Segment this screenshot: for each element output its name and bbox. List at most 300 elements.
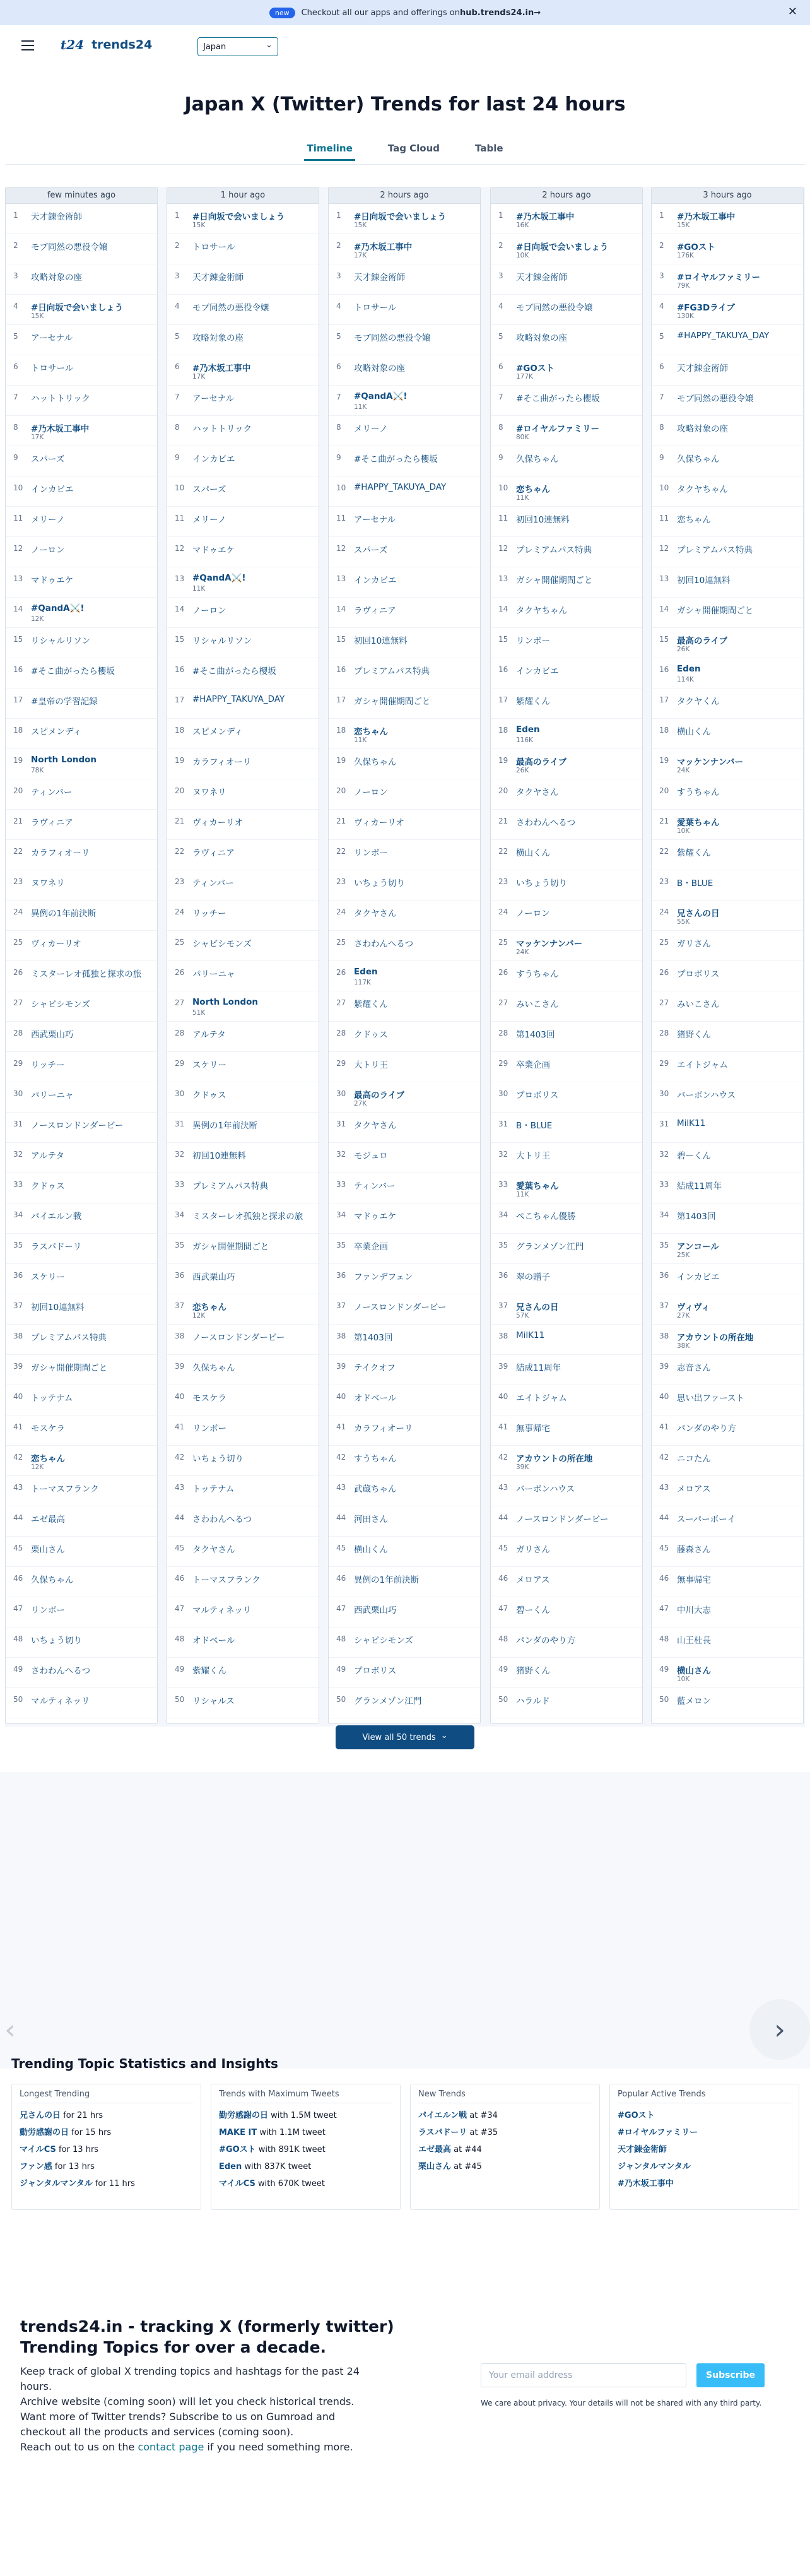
trend-link[interactable]: ラスパドーリ: [31, 1242, 82, 1252]
trend-link[interactable]: 天才錬金術師: [516, 273, 567, 283]
trend-link[interactable]: 藍メロン: [677, 1696, 711, 1706]
trend-link[interactable]: 第1403回: [677, 1212, 716, 1222]
trend-link[interactable]: アルテタ: [192, 1030, 226, 1040]
trend-link[interactable]: #ロイヤルファミリー: [516, 424, 600, 434]
trend-link[interactable]: いちょう切り: [192, 1454, 244, 1464]
trend-rank: 49: [175, 1665, 185, 1674]
view-all-button[interactable]: [336, 1725, 474, 1749]
tab-tag-cloud[interactable]: Tag Cloud: [387, 143, 440, 154]
trend-link[interactable]: リンボー: [31, 1605, 65, 1616]
trend-link[interactable]: プロボリス: [516, 1090, 559, 1101]
trend-link[interactable]: 恋ちゃん: [516, 485, 550, 495]
trend-link[interactable]: 西武栗山巧: [192, 1272, 235, 1282]
trend-link[interactable]: #そこ曲がったら櫻坂: [516, 394, 600, 404]
trend-link[interactable]: カラフィオーリ: [192, 757, 252, 767]
trend-link[interactable]: さわわんへるつ: [516, 818, 576, 828]
trend-link[interactable]: パイエルン戦: [418, 2111, 467, 2120]
trend-link[interactable]: アーセナル: [354, 515, 396, 525]
trend-link[interactable]: 横山くん: [677, 727, 711, 737]
trend-link[interactable]: テイクオフ: [354, 1363, 396, 1373]
trend-link[interactable]: モスケラ: [192, 1393, 226, 1403]
trend-link[interactable]: クドゥス: [354, 1030, 388, 1040]
trend-link[interactable]: オドベール: [192, 1636, 235, 1646]
trend-link[interactable]: #乃木坂工事中: [192, 363, 251, 374]
trend-row: [652, 1567, 803, 1597]
trend-link[interactable]: ヴィカーリオ: [354, 818, 405, 828]
trend-link[interactable]: ティンバー: [192, 878, 234, 889]
trend-link[interactable]: 初回10連無料: [516, 515, 570, 525]
trend-link[interactable]: リンボー: [192, 1424, 226, 1434]
trend-row: [491, 749, 642, 779]
trend-link[interactable]: タクヤくん: [677, 697, 720, 707]
trend-link[interactable]: 初回10連無料: [31, 1303, 85, 1313]
trend-link[interactable]: ガシャ開催期間ごと: [354, 697, 431, 707]
trend-link[interactable]: 天才錬金術師: [192, 273, 244, 283]
tab-timeline[interactable]: Timeline: [304, 140, 355, 161]
trend-link[interactable]: ガシャ開催期間ごと: [192, 1242, 269, 1252]
trend-link[interactable]: ガシャ開催期間ごと: [31, 1363, 108, 1373]
trend-link[interactable]: ヌワネリ: [192, 788, 226, 798]
trend-link[interactable]: マイルCS: [20, 2145, 56, 2154]
trend-link[interactable]: Eden: [354, 967, 378, 977]
trend-link[interactable]: プロボリス: [677, 969, 720, 979]
chevron-down-icon: ⌄: [266, 40, 273, 50]
trend-link[interactable]: プレミアムパス特典: [192, 1181, 269, 1191]
trend-link[interactable]: モジュロ: [354, 1151, 388, 1161]
trend-link[interactable]: ハットトリック: [192, 424, 252, 434]
contact-link[interactable]: contact page: [138, 2441, 204, 2453]
trend-link[interactable]: リシャルリソン: [192, 636, 252, 646]
trend-link[interactable]: 猪野くん: [677, 1030, 711, 1040]
trend-link[interactable]: ノースロンドンダービー: [192, 1333, 285, 1343]
trend-row: [329, 1264, 480, 1294]
trend-link[interactable]: 志音さん: [677, 1363, 711, 1373]
chevron-right-icon[interactable]: ›: [749, 1999, 810, 2060]
trend-link[interactable]: プレミアムパス特典: [677, 545, 753, 555]
trend-link[interactable]: クドゥス: [31, 1181, 65, 1191]
trend-link[interactable]: ファンデフェン: [354, 1272, 413, 1282]
trend-link[interactable]: #乃木坂工事中: [354, 242, 413, 252]
trend-link[interactable]: プレミアムパス特典: [354, 666, 430, 676]
trend-link[interactable]: #乃木坂工事中: [677, 212, 736, 222]
trend-link[interactable]: クドゥス: [192, 1090, 226, 1101]
trend-link[interactable]: Eden: [219, 2162, 242, 2171]
trend-link[interactable]: リンボー: [516, 636, 550, 646]
trend-link[interactable]: 異例の1年前決断: [192, 1121, 258, 1131]
trend-link[interactable]: タクヤちゃん: [677, 485, 728, 495]
trend-link[interactable]: ニコたん: [677, 1454, 711, 1464]
trend-link[interactable]: ノースロンドンダービー: [31, 1121, 124, 1131]
trend-link[interactable]: #FG3Dライブ: [677, 303, 735, 313]
trend-link[interactable]: ノースロンドンダービー: [354, 1303, 447, 1313]
trend-link[interactable]: ジャンタルマンタル: [20, 2179, 93, 2189]
trend-link[interactable]: ラヴィニア: [354, 606, 396, 616]
trend-link[interactable]: #乃木坂工事中: [618, 2179, 674, 2189]
trend-link[interactable]: さわわんへるつ: [31, 1666, 91, 1676]
trend-link[interactable]: インカビエ: [516, 666, 559, 676]
trend-link[interactable]: #GOスト: [219, 2145, 256, 2154]
trend-link[interactable]: 西武栗山巧: [31, 1030, 74, 1040]
trend-link[interactable]: #乃木坂工事中: [516, 212, 575, 222]
trend-link[interactable]: リッチー: [31, 1060, 65, 1070]
trend-link[interactable]: パリーニャ: [192, 969, 235, 979]
trend-link[interactable]: アーセナル: [192, 394, 235, 404]
trend-link[interactable]: ラスパドーリ: [418, 2128, 467, 2137]
trend-link[interactable]: 第1403回: [516, 1030, 555, 1040]
trend-link[interactable]: マドゥエケ: [192, 545, 235, 555]
trend-link[interactable]: マルティネッリ: [31, 1696, 90, 1706]
trend-row: [6, 1082, 157, 1113]
trend-link[interactable]: グランメゾン江門: [516, 1242, 584, 1252]
trend-link[interactable]: ジャンタルマンタル: [618, 2162, 691, 2171]
email-input[interactable]: Your email address: [481, 2363, 686, 2387]
trend-link[interactable]: 卒業企画: [354, 1242, 388, 1252]
site-logo[interactable]: [61, 37, 152, 52]
trend-link[interactable]: 結成11周年: [677, 1181, 722, 1191]
trend-link[interactable]: #GOスト: [618, 2111, 655, 2120]
trend-link[interactable]: #GOスト: [677, 242, 715, 252]
trend-link[interactable]: 横山くん: [516, 848, 550, 858]
trend-link[interactable]: 恋ちゃん: [192, 1303, 226, 1313]
trend-link[interactable]: 中川大志: [677, 1605, 711, 1616]
trend-link[interactable]: 久保ちゃん: [354, 757, 397, 767]
trend-rank: 38: [659, 1332, 669, 1340]
trend-link[interactable]: 栗山さん: [31, 1545, 65, 1555]
trend-link[interactable]: 天才錬金術師: [354, 273, 405, 283]
trend-link[interactable]: #そこ曲がったら櫻坂: [31, 666, 115, 676]
trend-link[interactable]: スパーズ: [31, 454, 65, 464]
trend-link[interactable]: #そこ曲がったら櫻坂: [354, 454, 438, 464]
trend-link[interactable]: モブ同然の悪役令嬢: [31, 242, 108, 252]
trend-link[interactable]: 山王杜長: [677, 1636, 711, 1646]
trend-link[interactable]: ガリさん: [677, 939, 711, 949]
hamburger-icon[interactable]: [21, 40, 34, 50]
trend-link[interactable]: バーボンハウス: [677, 1090, 736, 1101]
trend-link[interactable]: #日向坂で会いましょう: [516, 242, 609, 252]
trend-link[interactable]: マッケンナンバー: [677, 757, 744, 767]
trend-row: [167, 1506, 319, 1537]
trend-link[interactable]: 天才錬金術師: [618, 2145, 667, 2154]
trend-link[interactable]: 初回10連無料: [677, 576, 731, 586]
trend-link[interactable]: すうちゃん: [516, 969, 559, 979]
trend-link[interactable]: タクヤさん: [516, 788, 559, 798]
trend-link[interactable]: トロサール: [354, 303, 397, 313]
trend-link[interactable]: スパーズ: [354, 545, 388, 555]
trend-link[interactable]: ティンバー: [354, 1181, 396, 1191]
trend-link[interactable]: シャビシモンズ: [31, 1000, 90, 1010]
trend-link[interactable]: さわわんへるつ: [192, 1515, 252, 1525]
trend-link[interactable]: ガシャ開催期間ごと: [677, 606, 754, 616]
trend-link[interactable]: #皇帝の学習記録: [31, 697, 98, 707]
trend-link[interactable]: 藤森さん: [677, 1545, 711, 1555]
trend-link[interactable]: いちょう切り: [516, 878, 567, 889]
trend-link[interactable]: トーマスフランク: [31, 1484, 99, 1494]
trend-link[interactable]: タクヤさん: [192, 1545, 235, 1555]
trend-link[interactable]: カラフィオーリ: [31, 848, 90, 858]
trend-link[interactable]: モブ同然の悪役令嬢: [677, 394, 754, 404]
trend-link[interactable]: 攻略対象の座: [31, 273, 82, 283]
trend-link[interactable]: エゼ最高: [31, 1515, 65, 1525]
trend-link[interactable]: ヴィカーリオ: [31, 939, 82, 949]
trend-link[interactable]: MilK11: [677, 1118, 706, 1128]
trend-link[interactable]: 紫耀くん: [516, 697, 550, 707]
trend-link[interactable]: #日向坂で会いましょう: [354, 212, 447, 222]
trend-link[interactable]: リンボー: [354, 848, 388, 858]
trend-link[interactable]: 大トリ王: [354, 1060, 388, 1070]
trend-link[interactable]: 紫耀くん: [354, 1000, 388, 1010]
trend-link[interactable]: 愛葉ちゃん: [516, 1181, 559, 1191]
trend-link[interactable]: インカビエ: [354, 576, 397, 586]
trend-link[interactable]: タクヤちゃん: [516, 606, 567, 616]
banner-link[interactable]: hub.trends24.in→: [459, 8, 541, 18]
trend-link[interactable]: 天才錬金術師: [31, 212, 82, 222]
trend-link[interactable]: パンダのやり方: [677, 1424, 736, 1434]
trend-link[interactable]: メリーノ: [354, 424, 388, 434]
trend-link[interactable]: 無事帰宅: [516, 1424, 550, 1434]
trend-link[interactable]: シャビシモンズ: [192, 939, 252, 949]
trend-link[interactable]: #QandA⚔️!: [192, 573, 246, 583]
trend-link[interactable]: オドベール: [354, 1393, 397, 1403]
trend-link[interactable]: ガリさん: [516, 1545, 550, 1555]
trend-link[interactable]: みいこさん: [677, 1000, 720, 1010]
trend-link[interactable]: マドゥエケ: [354, 1212, 397, 1222]
trend-link[interactable]: みいこさん: [516, 1000, 559, 1010]
trend-link[interactable]: プレミアムパス特典: [31, 1333, 107, 1343]
trend-link[interactable]: 攻略対象の座: [354, 363, 405, 374]
trend-link[interactable]: North London: [31, 755, 97, 765]
trend-link[interactable]: 攻略対象の座: [192, 333, 244, 343]
trend-link[interactable]: 兄さんの日: [677, 909, 720, 919]
trend-link[interactable]: メロアス: [516, 1575, 550, 1585]
trend-link[interactable]: 久保ちゃん: [31, 1575, 74, 1585]
trend-link[interactable]: すうちゃん: [354, 1454, 397, 1464]
trend-link[interactable]: ラヴィニア: [192, 848, 235, 858]
trend-link[interactable]: 碧ーくん: [516, 1605, 550, 1616]
trend-link[interactable]: ハラルド: [516, 1696, 550, 1706]
trend-link[interactable]: 愛葉ちゃん: [677, 818, 720, 828]
trend-link[interactable]: モブ同然の悪役令嬢: [354, 333, 431, 343]
trend-link[interactable]: #ロイヤルファミリー: [618, 2128, 698, 2137]
trend-link[interactable]: ノーロン: [31, 545, 65, 555]
trend-link[interactable]: North London: [192, 997, 259, 1007]
trend-link[interactable]: スピメンディ: [192, 727, 243, 737]
trend-link[interactable]: 兄さんの日: [20, 2111, 61, 2120]
trend-link[interactable]: 異例の1年前決断: [354, 1575, 420, 1585]
trend-link[interactable]: #ロイヤルファミリー: [677, 273, 761, 283]
trend-row: [652, 386, 803, 416]
trend-link[interactable]: MAKE IT: [219, 2128, 257, 2137]
trend-link[interactable]: #乃木坂工事中: [31, 424, 90, 434]
trend-link[interactable]: #HAPPY_TAKUYA_DAY: [354, 482, 447, 492]
trend-link[interactable]: ティンバー: [31, 788, 73, 798]
trend-row: [652, 1597, 803, 1628]
trend-link[interactable]: カラフィオーリ: [354, 1424, 413, 1434]
trend-link[interactable]: 西武栗山巧: [354, 1605, 397, 1616]
trend-rank: 8: [175, 423, 180, 432]
trend-link[interactable]: エゼ最高: [418, 2145, 452, 2154]
trend-link[interactable]: 最高のライブ: [354, 1090, 405, 1101]
trend-link[interactable]: 久保ちゃん: [516, 454, 559, 464]
trend-link[interactable]: ノーロン: [354, 788, 388, 798]
trend-link[interactable]: #HAPPY_TAKUYA_DAY: [192, 694, 285, 704]
trend-link[interactable]: #日向坂で会いましょう: [31, 303, 124, 313]
trend-link[interactable]: マドゥエケ: [31, 576, 74, 586]
trend-link[interactable]: ノーロン: [516, 909, 550, 919]
trend-link[interactable]: モスケラ: [31, 1424, 65, 1434]
trend-row: [329, 1476, 480, 1506]
trend-link[interactable]: パンダのやり方: [516, 1636, 575, 1646]
trend-link[interactable]: MilK11: [516, 1330, 545, 1340]
trend-link[interactable]: 動労感謝の日: [20, 2128, 69, 2137]
trend-link[interactable]: ぺこちゃん優勝: [516, 1212, 576, 1222]
trend-link[interactable]: シャビシモンズ: [354, 1636, 413, 1646]
country-select[interactable]: [197, 37, 278, 56]
trend-link[interactable]: エイトジャム: [677, 1060, 728, 1070]
trend-link[interactable]: スピメンディ: [31, 727, 81, 737]
trend-link[interactable]: インカビエ: [31, 485, 74, 495]
trend-link[interactable]: リシャルス: [192, 1696, 235, 1706]
trend-link[interactable]: プレミアムパス特典: [516, 545, 592, 555]
trend-rank: 18: [498, 726, 508, 735]
trend-link[interactable]: ヴィヴィ: [677, 1303, 710, 1313]
trend-link[interactable]: トロサール: [31, 363, 74, 374]
trend-link[interactable]: Eden: [677, 664, 701, 674]
trend-link[interactable]: マッケンナンバー: [516, 939, 583, 949]
trend-rank: 16: [336, 665, 346, 674]
trend-link[interactable]: タクヤさん: [354, 909, 397, 919]
trend-link[interactable]: マルティネッリ: [192, 1605, 252, 1616]
trend-link[interactable]: 恋ちゃん: [354, 727, 388, 737]
trend-link[interactable]: 恋ちゃん: [677, 515, 711, 525]
trend-link[interactable]: タクヤさん: [354, 1121, 397, 1131]
trend-link[interactable]: アンコール: [677, 1242, 719, 1252]
trend-link[interactable]: メロアス: [677, 1484, 711, 1494]
tab-table[interactable]: Table: [475, 143, 503, 154]
trend-link[interactable]: ノーロン: [192, 606, 226, 616]
trend-link[interactable]: 天才錬金術師: [677, 363, 728, 374]
trend-link[interactable]: アルテタ: [31, 1151, 64, 1161]
trend-link[interactable]: スパーズ: [192, 485, 226, 495]
trend-link[interactable]: エイトジャム: [516, 1393, 567, 1403]
trend-link[interactable]: B・BLUE: [677, 878, 713, 889]
trend-link[interactable]: すうちゃん: [677, 788, 720, 798]
trend-link[interactable]: ノースロンドンダービー: [516, 1515, 609, 1525]
trend-link[interactable]: トッテナム: [192, 1484, 235, 1494]
trend-link[interactable]: 恋ちゃん: [31, 1454, 65, 1464]
trend-link[interactable]: グランメゾン江門: [354, 1696, 422, 1706]
trend-link[interactable]: ガシャ開催期間ごと: [516, 576, 593, 586]
trend-link[interactable]: メリーノ: [192, 515, 226, 525]
trend-link[interactable]: ファン感: [20, 2162, 52, 2171]
trend-link[interactable]: トーマスフランク: [192, 1575, 261, 1585]
trend-link[interactable]: 攻略対象の座: [516, 333, 567, 343]
trend-link[interactable]: #QandA⚔️!: [31, 603, 85, 613]
trend-link[interactable]: アーセナル: [31, 333, 73, 343]
trend-link[interactable]: アカウントの所在地: [516, 1454, 593, 1464]
trend-rank: 43: [13, 1483, 23, 1492]
trend-link[interactable]: ミスターレオ孤独と探求の旅: [192, 1212, 303, 1222]
trend-link[interactable]: 攻略対象の座: [677, 424, 728, 434]
trend-link[interactable]: 紫耀くん: [677, 848, 711, 858]
trend-row: [491, 1022, 642, 1052]
trend-link[interactable]: 最高のライブ: [516, 757, 567, 767]
trend-link[interactable]: スケリー: [31, 1272, 65, 1282]
trend-link[interactable]: 卒業企画: [516, 1060, 550, 1070]
trend-link[interactable]: ヌワネリ: [31, 878, 65, 889]
trend-link[interactable]: 初回10連無料: [354, 636, 408, 646]
trend-link[interactable]: #そこ曲がったら櫻坂: [192, 666, 276, 676]
trend-link[interactable]: マイルCS: [219, 2179, 255, 2189]
trend-link[interactable]: インカビエ: [677, 1272, 720, 1282]
trend-link[interactable]: 横山さん: [677, 1666, 711, 1676]
trend-link[interactable]: 武蔵ちゃん: [354, 1484, 397, 1494]
trend-link[interactable]: 無事帰宅: [677, 1575, 711, 1585]
trend-link[interactable]: 異例の1年前決断: [31, 909, 97, 919]
trend-link[interactable]: 結成11周年: [516, 1363, 561, 1373]
trend-link[interactable]: いちょう切り: [31, 1636, 82, 1646]
trend-link[interactable]: さわわんへるつ: [354, 939, 414, 949]
trend-link[interactable]: リシャルリソン: [31, 636, 91, 646]
trend-link[interactable]: 勤労感謝の日: [219, 2111, 269, 2120]
trend-link[interactable]: B・BLUE: [516, 1121, 553, 1131]
trend-link[interactable]: 碧ーくん: [677, 1151, 711, 1161]
trend-link[interactable]: プロボリス: [354, 1666, 397, 1676]
trend-link[interactable]: トッテナム: [31, 1393, 73, 1403]
trend-link[interactable]: 久保ちゃん: [677, 454, 720, 464]
trend-link[interactable]: ハットトリック: [31, 394, 90, 404]
trend-link[interactable]: 兄さんの日: [516, 1303, 559, 1313]
chevron-left-icon[interactable]: ‹: [4, 2013, 16, 2046]
trend-link[interactable]: リッチー: [192, 909, 226, 919]
trend-link[interactable]: アカウントの所在地: [677, 1333, 754, 1343]
trend-link[interactable]: Eden: [516, 724, 540, 735]
trend-link[interactable]: パイエルン戦: [31, 1212, 82, 1222]
trend-link[interactable]: バーボンハウス: [516, 1484, 575, 1494]
trend-link[interactable]: 最高のライブ: [677, 636, 728, 646]
trend-link[interactable]: 猪野くん: [516, 1666, 550, 1676]
trend-link[interactable]: 翠の贈子: [516, 1272, 550, 1282]
trend-link[interactable]: #HAPPY_TAKUYA_DAY: [677, 331, 770, 341]
trend-link[interactable]: トロサール: [192, 242, 235, 252]
trend-link[interactable]: #GOスト: [516, 363, 555, 374]
trend-link[interactable]: スケリー: [192, 1060, 226, 1070]
trend-link[interactable]: 思い出ファースト: [677, 1393, 745, 1403]
trend-link[interactable]: #日向坂で会いましょう: [192, 212, 285, 222]
trend-link[interactable]: スーパーボーイ: [677, 1515, 736, 1525]
close-icon[interactable]: ✕: [787, 5, 797, 18]
subscribe-button[interactable]: Subscribe: [696, 2363, 765, 2387]
trend-link[interactable]: メリーノ: [31, 515, 65, 525]
trend-link[interactable]: 初回10連無料: [192, 1151, 246, 1161]
trend-link[interactable]: 横山くん: [354, 1545, 388, 1555]
trend-link[interactable]: モブ同然の悪役令嬢: [192, 303, 269, 313]
trend-link[interactable]: 久保ちゃん: [192, 1363, 235, 1373]
trend-link[interactable]: 大トリ王: [516, 1151, 550, 1161]
trend-link[interactable]: インカビエ: [192, 454, 235, 464]
trend-row: [6, 1355, 157, 1385]
trend-link[interactable]: いちょう切り: [354, 878, 405, 889]
trend-link[interactable]: 第1403回: [354, 1333, 393, 1343]
trend-link[interactable]: ヴィカーリオ: [192, 818, 244, 828]
trend-link[interactable]: モブ同然の悪役令嬢: [516, 303, 593, 313]
trend-link[interactable]: パリーニャ: [31, 1090, 74, 1101]
trend-link[interactable]: 河田さん: [354, 1515, 388, 1525]
trend-link[interactable]: ラヴィニア: [31, 818, 73, 828]
trend-link[interactable]: 栗山さん: [418, 2162, 452, 2171]
trend-link[interactable]: #QandA⚔️!: [354, 391, 408, 401]
trend-link[interactable]: ミスターレオ孤独と探求の旅: [31, 969, 142, 979]
trend-link[interactable]: 紫耀くん: [192, 1666, 226, 1676]
